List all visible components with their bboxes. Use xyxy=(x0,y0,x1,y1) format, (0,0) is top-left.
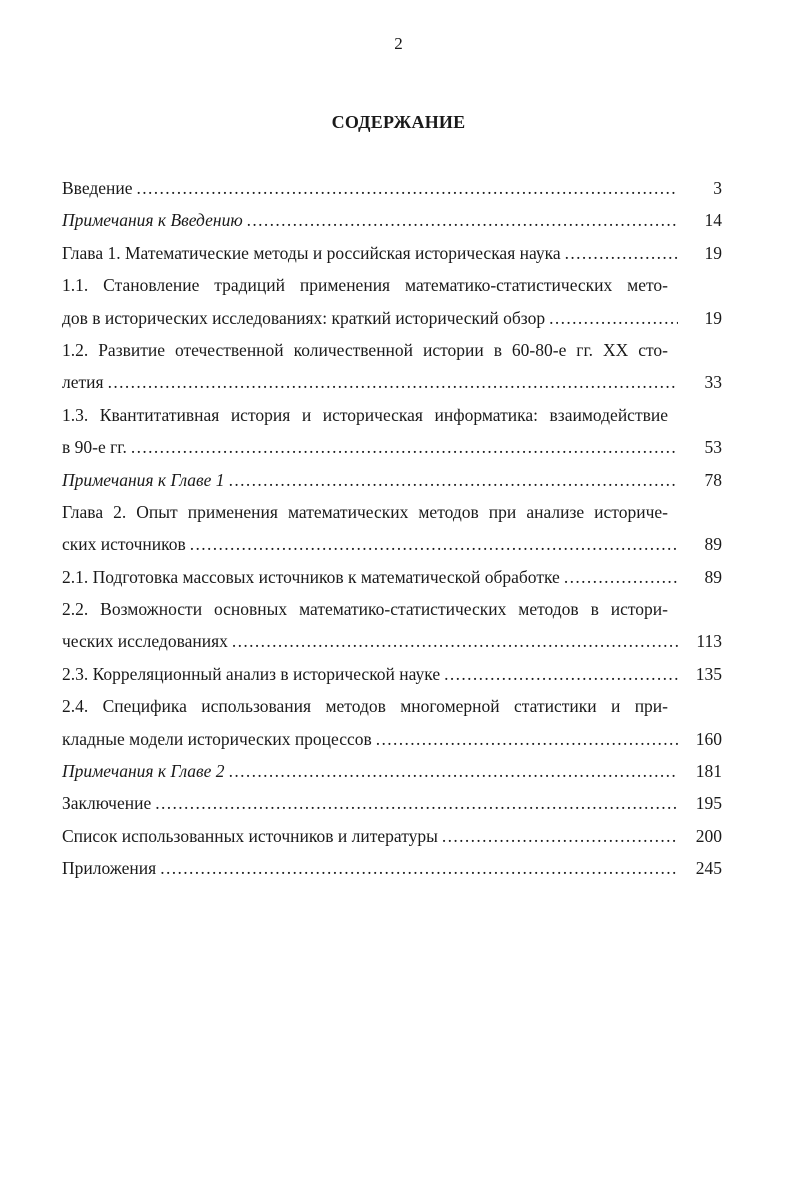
leader-dots xyxy=(151,787,678,819)
toc-entry-label: Глава 1. Математические методы и российская историческая наука xyxy=(62,242,561,263)
leader-dots xyxy=(156,852,678,884)
page-title: СОДЕРЖАНИЕ xyxy=(331,112,466,132)
toc-entry-label: 2.4. Специфика использования методов многомерной статистики и при- xyxy=(62,696,668,717)
toc-entry xyxy=(62,561,722,593)
toc-page-number: 245 xyxy=(695,858,722,879)
toc-entry-label: ческих исследованиях xyxy=(62,631,228,652)
toc-entry-continued xyxy=(62,334,722,366)
toc-entry-label: Приложения xyxy=(62,858,157,879)
toc-entry-label: в 90-е гг. xyxy=(62,437,127,458)
toc-page-number: 53 xyxy=(704,437,722,458)
toc-entry-label: Заключение xyxy=(62,793,152,814)
toc-page-number: 160 xyxy=(695,728,722,749)
toc-entry xyxy=(62,852,722,884)
toc-entry-continued xyxy=(62,399,722,431)
toc-entry-label: Список использованных источников и литературы xyxy=(62,825,438,846)
toc-entry xyxy=(62,431,722,463)
toc-page-number: 78 xyxy=(704,469,722,490)
leader-dots xyxy=(438,820,678,852)
toc-entry-label: дов в исторических исследованиях: краткий исторический обзор xyxy=(62,307,546,328)
toc-entry-continued xyxy=(62,690,722,722)
toc-entry-continued xyxy=(62,593,722,625)
toc-page-number: 200 xyxy=(695,825,722,846)
toc-entry xyxy=(62,658,722,690)
toc-entry-label: 2.3. Корреляционный анализ в исторической науке xyxy=(62,663,441,684)
toc-entry-continued xyxy=(62,496,722,528)
toc-page-number: 135 xyxy=(695,663,722,684)
toc-entry xyxy=(62,172,722,204)
toc-entry-label: ских источников xyxy=(62,534,186,555)
toc-entry-label: летия xyxy=(62,372,104,393)
toc-page-number: 89 xyxy=(704,566,722,587)
toc-entry xyxy=(62,787,722,819)
toc-entry xyxy=(62,820,722,852)
toc-entry xyxy=(62,723,722,755)
toc-entry xyxy=(62,302,722,334)
leader-dots xyxy=(133,172,678,204)
toc-entry-label: Примечания к Главе 1 xyxy=(62,469,225,490)
toc-entry-label: 1.1. Становление традиций применения математико-статистических мето- xyxy=(62,275,668,296)
toc-page-number: 14 xyxy=(704,210,722,231)
toc-entry-label: Глава 2. Опыт применения математических методов при анализе историче- xyxy=(62,501,668,522)
leader-dots xyxy=(225,755,678,787)
toc-page-number: 19 xyxy=(704,242,722,263)
toc-entry-label: Введение xyxy=(62,178,133,198)
leader-dots xyxy=(228,625,678,657)
leader-dots xyxy=(225,464,678,496)
toc-page-number: 19 xyxy=(704,307,722,328)
toc-entry xyxy=(62,528,722,560)
leader-dots xyxy=(243,204,678,236)
leader-dots xyxy=(560,561,678,593)
leader-dots xyxy=(127,431,678,463)
leader-dots xyxy=(545,302,678,334)
toc-entry xyxy=(62,625,722,657)
leader-dots xyxy=(104,366,678,398)
toc-entry xyxy=(62,366,722,398)
toc-entry-label: 2.2. Возможности основных математико-статистических методов в истори- xyxy=(62,599,668,620)
leader-dots xyxy=(440,658,678,690)
toc-entry-label: Примечания к Введению xyxy=(62,210,243,231)
toc-entry xyxy=(62,204,722,236)
toc-page-number: 89 xyxy=(704,534,722,555)
page-number: 2 xyxy=(394,34,403,53)
toc-entry xyxy=(62,237,722,269)
toc-page-number: 195 xyxy=(695,793,722,814)
toc-entry xyxy=(62,755,722,787)
toc-entry-label: 2.1. Подготовка массовых источников к математической обработке xyxy=(62,566,560,587)
leader-dots xyxy=(372,723,678,755)
toc-page-number: 3 xyxy=(713,178,722,198)
toc-page-number: 181 xyxy=(695,761,722,782)
toc-page-number: 113 xyxy=(696,631,722,652)
leader-dots xyxy=(186,528,678,560)
toc-entry-label: 1.2. Развитие отечественной количественной истории в 60-80-е гг. XX сто- xyxy=(62,339,668,360)
toc-entry-label: кладные модели исторических процессов xyxy=(62,728,372,749)
toc-entry xyxy=(62,464,722,496)
toc-entry-label: Примечания к Главе 2 xyxy=(62,761,225,782)
toc-entry-continued xyxy=(62,269,722,301)
toc-entry-label: 1.3. Квантитативная история и историческая информатика: взаимодействие xyxy=(62,404,668,425)
leader-dots xyxy=(561,237,678,269)
table-of-contents xyxy=(62,172,722,885)
toc-page-number: 33 xyxy=(704,372,722,393)
